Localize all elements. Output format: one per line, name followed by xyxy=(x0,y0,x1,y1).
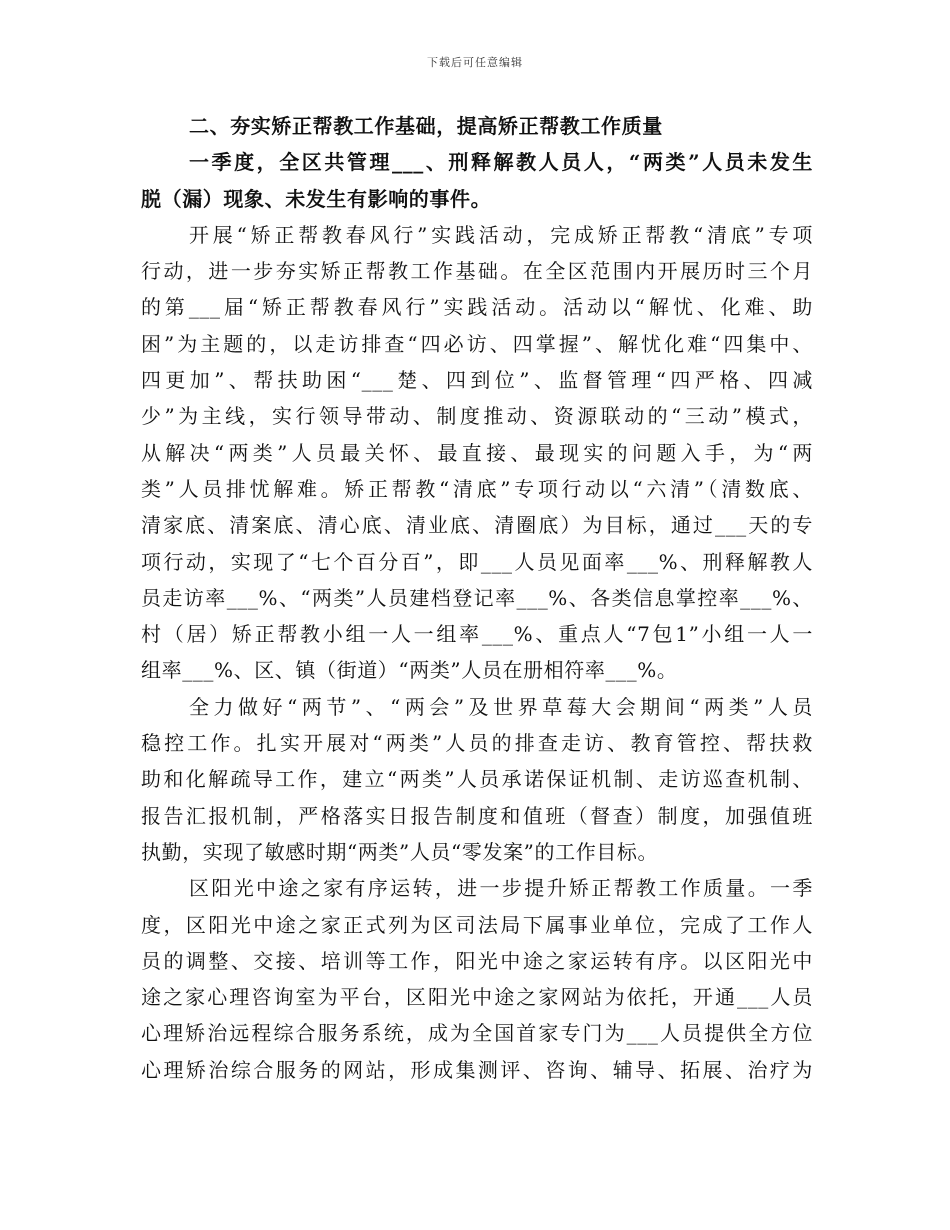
paragraph-line: 稳控工作。扎实开展对“两类”人员的排查走访、教育管控、帮扶救 xyxy=(141,731,813,756)
paragraph-line: 少”为主线，实行领导带动、制度推动、资源联动的“三动”模式， xyxy=(141,404,813,429)
paragraph-line: 执勤，实现了敏感时期“两类”人员“零发案”的工作目标。 xyxy=(141,839,659,864)
paragraph-line: 类”人员排忧解难。矫正帮教“清底”专项行动以“六清”（清数底、 xyxy=(141,476,813,501)
paragraph-line: 一季度，全区共管理___、刑释解教人员人，“两类”人员未发生 xyxy=(189,150,813,175)
paragraph-line: 全力做好“两节”、“两会”及世界草莓大会期间“两类”人员 xyxy=(189,694,813,719)
paragraph-line: 心理矫治综合服务的网站，形成集测评、咨询、辅导、拓展、治疗为 xyxy=(141,1057,813,1082)
paragraph-line: 村（居）矫正帮教小组一人一组率___%、重点人“7包1”小组一人一 xyxy=(141,622,813,647)
paragraph-line: 四更加”、帮扶助困“___楚、四到位”、监督管理“四严格、四减 xyxy=(141,368,813,393)
paragraph-line: 开展“矫正帮教春风行”实践活动，完成矫正帮教“清底”专项 xyxy=(189,222,813,247)
paragraph-line: 的第___届“矫正帮教春风行”实践活动。活动以“解忧、化难、助 xyxy=(141,295,813,320)
paragraph-line: 心理矫治远程综合服务系统，成为全国首家专门为___人员提供全方位 xyxy=(141,1021,813,1046)
paragraph-line: 度，区阳光中途之家正式列为区司法局下属事业单位，完成了工作人 xyxy=(141,912,813,937)
paragraph-line: 区阳光中途之家有序运转，进一步提升矫正帮教工作质量。一季 xyxy=(189,876,813,901)
paragraph-line: 脱（漏）现象、未发生有影响的事件。 xyxy=(141,186,492,211)
paragraph-line: 途之家心理咨询室为平台，区阳光中途之家网站为依托，开通___人员 xyxy=(141,985,813,1010)
section-heading: 二、夯实矫正帮教工作基础，提高矫正帮教工作质量 xyxy=(189,114,663,138)
paragraph-line: 员的调整、交接、培训等工作，阳光中途之家运转有序。以区阳光中 xyxy=(141,948,813,973)
paragraph-line: 困”为主题的，以走访排查“四必访、四掌握”、解忧化难“四集中、 xyxy=(141,331,813,356)
paragraph-line: 员走访率___%、“两类”人员建档登记率___%、各类信息掌控率___%、 xyxy=(141,585,813,610)
paragraph-line: 报告汇报机制，严格落实日报告制度和值班（督查）制度，加强值班 xyxy=(141,803,813,828)
paragraph-line: 从解决“两类”人员最关怀、最直接、最现实的问题入手，为“两 xyxy=(141,440,813,465)
paragraph-line: 组率___%、区、镇（街道）“两类”人员在册相符率___%。 xyxy=(141,658,678,683)
paragraph-line: 助和化解疏导工作，建立“两类”人员承诺保证机制、走访巡查机制、 xyxy=(141,767,813,792)
document-body xyxy=(141,108,813,1088)
paragraph-line: 项行动，实现了“七个百分百”，即___人员见面率___%、刑释解教人 xyxy=(141,549,813,574)
page-header: 下载后可任意编辑 xyxy=(427,56,523,69)
paragraph-line: 清家底、清案底、清心底、清业底、清圈底）为目标，通过___天的专 xyxy=(141,513,813,538)
paragraph-line: 行动，进一步夯实矫正帮教工作基础。在全区范围内开展历时三个月 xyxy=(141,259,813,284)
